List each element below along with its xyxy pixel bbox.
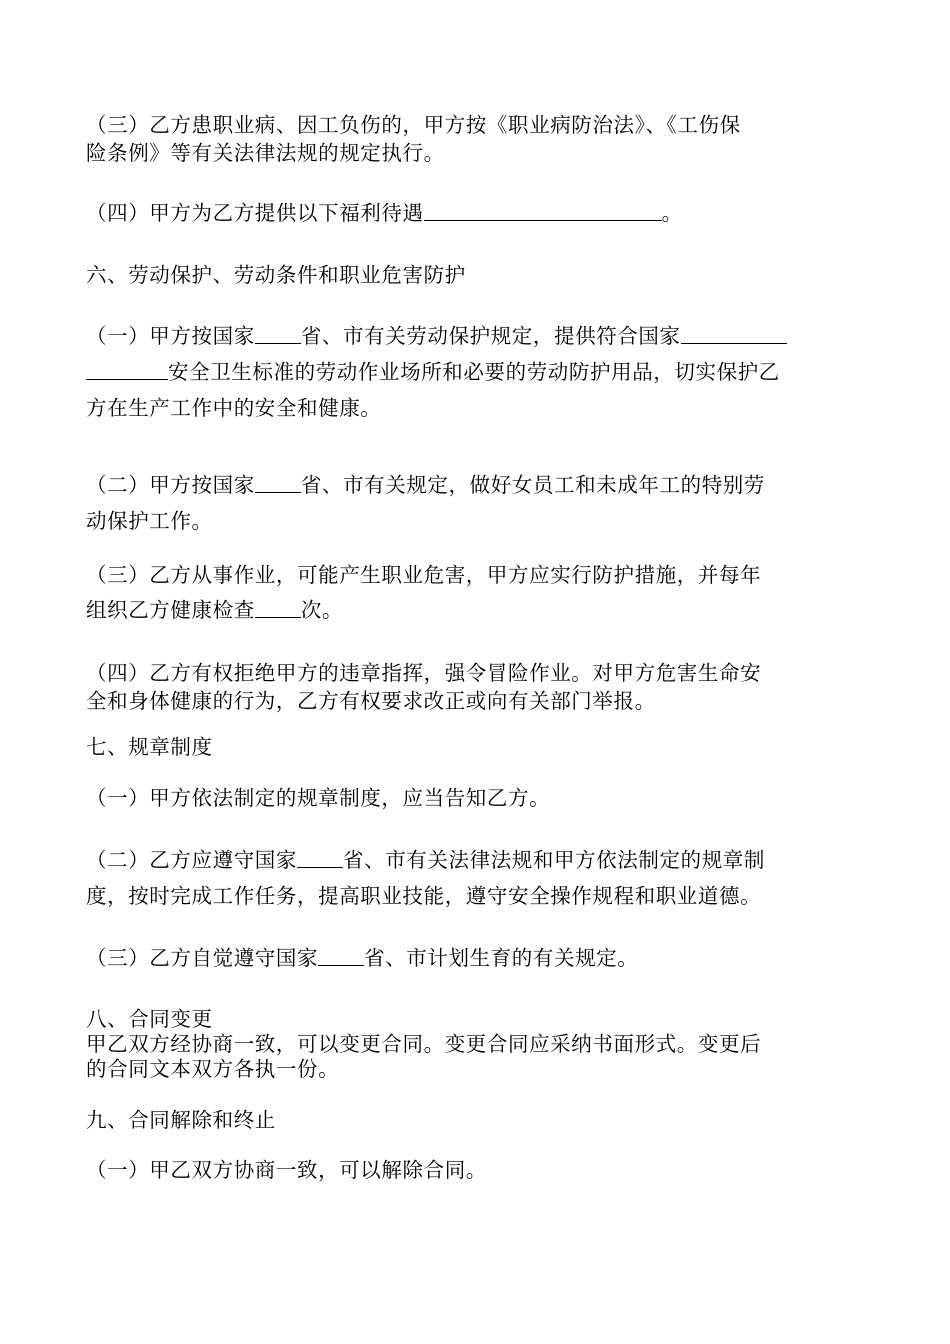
text-span: 安全卫生标准的劳动作业场所和必要的劳动防护用品，切实保护乙 (168, 360, 780, 384)
text-line: （四）乙方有权拒绝甲方的违章指挥，强令冒险作业。对甲方危害生命安 (86, 661, 762, 685)
text-line: 方在生产工作中的安全和健康。 (86, 396, 382, 420)
document-page (86, 0, 866, 1344)
text-line: 甲乙双方经协商一致，可以变更合同。变更合同应采纳书面形式。变更后 (86, 1032, 762, 1056)
text-line: 动保护工作。 (86, 509, 213, 533)
clause-9-1 (86, 1156, 866, 1184)
text-line: （三）乙方患职业病、因工负伤的，甲方按《职业病防治法》、《工伤保 (86, 113, 741, 137)
text-line: 险条例》等有关法律法规的规定执行。 (86, 141, 445, 165)
clause-6-3 (86, 561, 866, 624)
text-span: （一）甲方依法制定的规章制度，应当告知乙方。 (86, 786, 551, 810)
text-line: （三）乙方从事作业，可能产生职业危害，甲方应实行防护措施，并每年 (86, 563, 762, 587)
section-title: 六、劳动保护、劳动条件和职业危害防护 (86, 263, 466, 287)
text-span: 省、市计划生育的有关规定。 (364, 946, 639, 970)
text-span: 组织乙方健康检查 (86, 598, 255, 622)
text-span: 省、市有关劳动保护规定，提供符合国家 (300, 324, 681, 348)
section-title: 九、合同解除和终止 (86, 1108, 276, 1132)
clause-5-3 (86, 111, 866, 167)
clause-7-3 (86, 944, 866, 972)
fill-blank[interactable] (255, 323, 301, 344)
fill-blank[interactable] (255, 597, 301, 618)
text-span: （一）甲方按国家 (86, 324, 255, 348)
section-8 (86, 1007, 866, 1082)
text-span: （一）甲乙双方协商一致，可以解除合同。 (86, 1158, 487, 1182)
fill-blank[interactable] (424, 200, 662, 221)
text-span: 次。 (300, 598, 344, 622)
section-title: 八、合同变更 (86, 1007, 213, 1031)
clause-6-4 (86, 659, 866, 715)
clause-7-2 (86, 846, 866, 910)
fill-blank[interactable] (681, 323, 787, 344)
text-line: 度，按时完成工作任务，提高职业技能，遵守安全操作规程和职业道德。 (86, 884, 762, 908)
clause-6-1 (86, 322, 866, 422)
text-line: 全和身体健康的行为，乙方有权要求改正或向有关部门举报。 (86, 689, 656, 713)
text-span: （二）乙方应遵守国家 (86, 848, 297, 872)
text-span: 。 (661, 201, 683, 225)
section-heading-7 (86, 733, 866, 761)
text-span: （四）甲方为乙方提供以下福利待遇 (86, 201, 424, 225)
text-span: （二）甲方按国家 (86, 473, 255, 497)
fill-blank[interactable] (255, 472, 301, 493)
clause-5-4 (86, 199, 866, 227)
fill-blank[interactable] (297, 847, 343, 868)
section-heading-6 (86, 261, 866, 289)
fill-blank[interactable] (86, 359, 168, 380)
section-heading-9 (86, 1106, 866, 1134)
text-span: 省、市有关规定，做好女员工和未成年工的特别劳 (300, 473, 766, 497)
fill-blank[interactable] (318, 945, 364, 966)
section-title: 七、规章制度 (86, 735, 213, 759)
text-span: 省、市有关法律法规和甲方依法制定的规章制 (343, 848, 765, 872)
clause-6-2 (86, 471, 866, 535)
text-line: 的合同文本双方各执一份。 (86, 1057, 340, 1081)
text-span: （三）乙方自觉遵守国家 (86, 946, 319, 970)
clause-7-1 (86, 784, 866, 812)
